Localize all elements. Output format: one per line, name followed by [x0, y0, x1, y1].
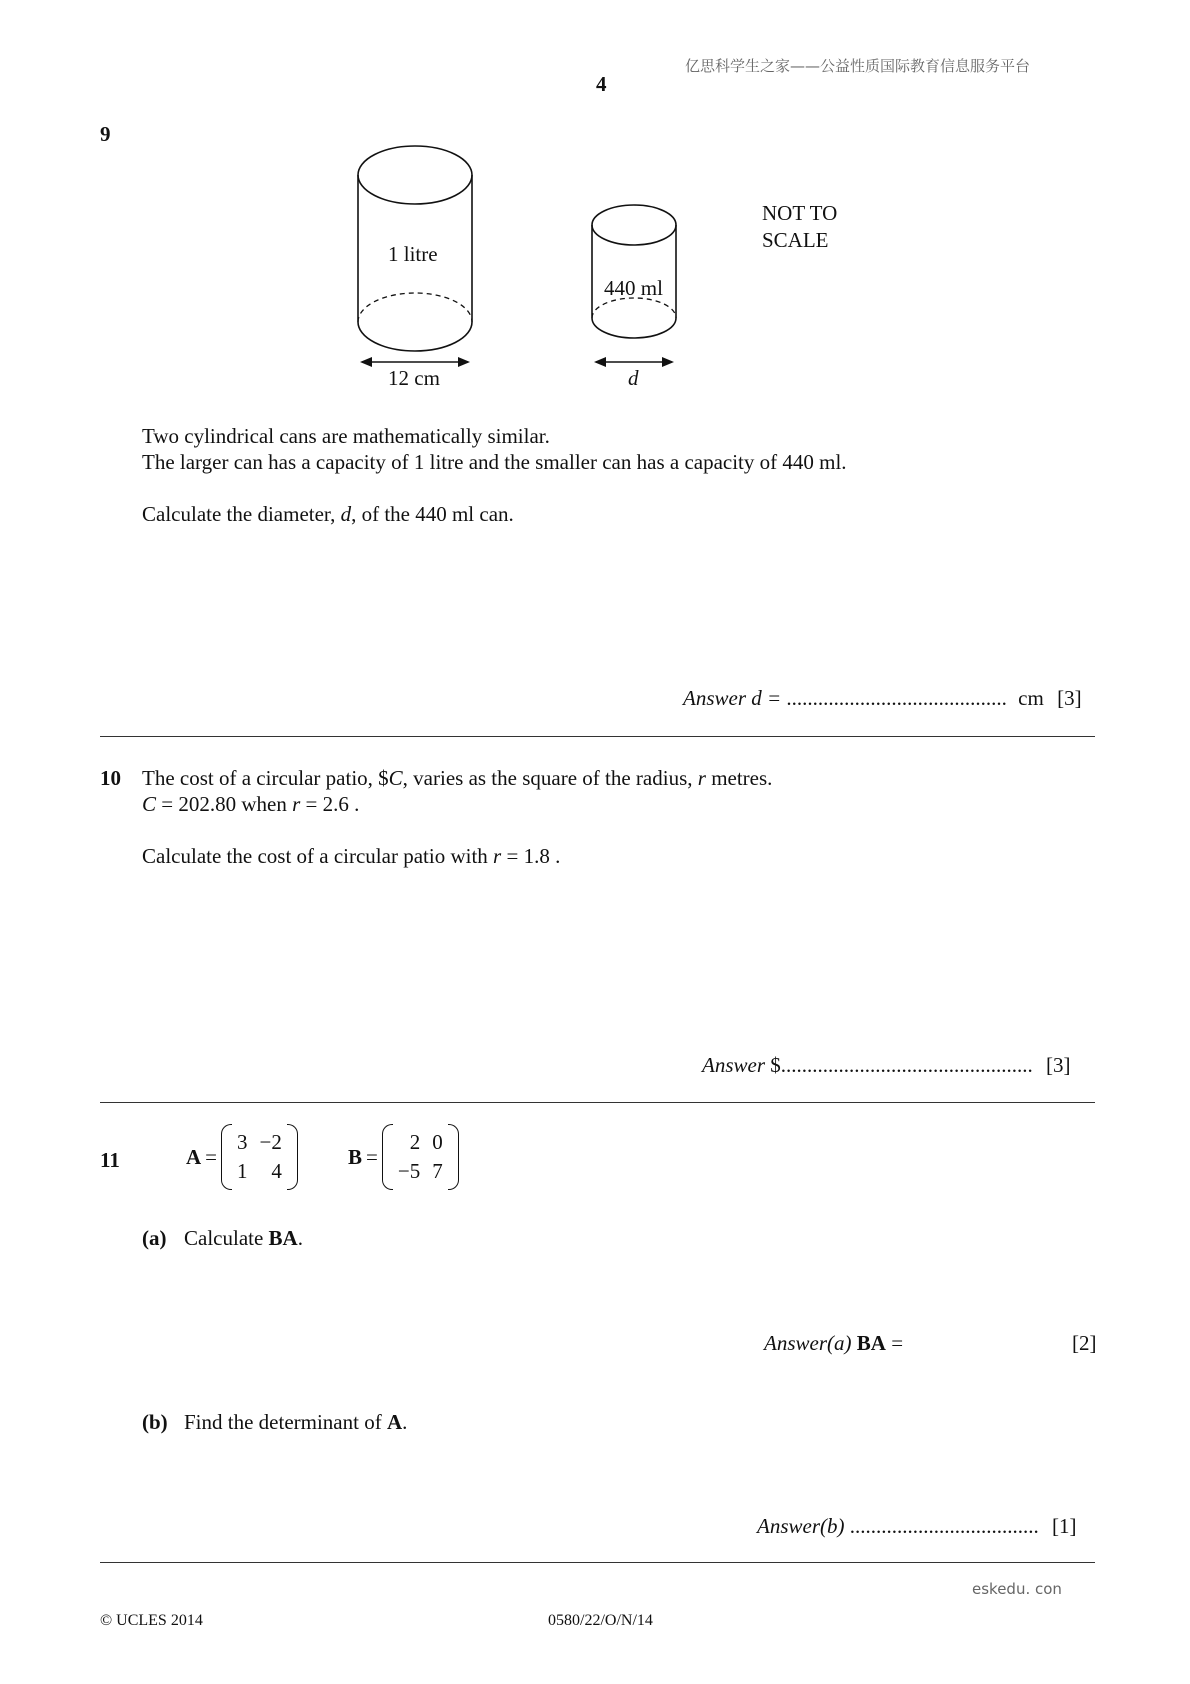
large-can-capacity-label: 1 litre — [388, 242, 438, 266]
q11b-marks: [1] — [1052, 1514, 1077, 1538]
small-can-diameter-label: d — [628, 366, 639, 390]
matrix-a-name: A — [186, 1144, 202, 1169]
q10-instruction: Calculate the cost of a circular patio with r = 1.8 . — [142, 844, 561, 868]
question-number-11: 11 — [100, 1148, 120, 1172]
matrix-b-name: B — [348, 1144, 363, 1169]
paper-code: 0580/22/O/N/14 — [548, 1612, 653, 1629]
q11-part-a-label: (a) — [142, 1226, 167, 1250]
matrix-b-definition: B = 2 0 −5 7 — [348, 1128, 459, 1186]
not-to-scale-line1: NOT TO — [762, 201, 838, 225]
matrix-b-cell: −5 — [397, 1159, 421, 1183]
q10-answer-blank[interactable]: ................................................ — [780, 1053, 1033, 1077]
q9-answer-blank[interactable]: .......................................... — [786, 686, 1007, 710]
q10-marks: [3] — [1046, 1053, 1071, 1077]
matrix-a — [221, 1128, 298, 1186]
q9-answer-label: Answer d = — [683, 686, 782, 710]
q11a-answer-line — [764, 1331, 903, 1356]
q11b-answer-blank[interactable]: .................................... — [849, 1514, 1039, 1538]
q11b-answer-label: Answer(b) — [757, 1514, 845, 1538]
q10-text-line1: The cost of a circular patio, $C, varies as the square of the radius, r metres. — [142, 766, 773, 790]
q11-part-b: (b) Find the determinant of A. — [142, 1410, 408, 1434]
matrix-a-cell: 1 — [237, 1159, 248, 1183]
question-number-10: 10 — [100, 766, 121, 790]
page-number: 4 — [596, 72, 607, 96]
q9-answer-unit: cm — [1018, 686, 1044, 710]
watermark-bottom: eskedu. con — [972, 1580, 1062, 1598]
q11a-answer-matrix-name: BA — [856, 1331, 886, 1355]
divider-3 — [100, 1562, 1095, 1563]
matrix-b-cell: 7 — [432, 1159, 443, 1183]
matrix-a-cell: −2 — [259, 1130, 282, 1154]
q10-answer-line — [702, 1053, 1071, 1078]
matrix-a-cell: 3 — [237, 1130, 248, 1154]
q11-part-a: (a) Calculate BA. — [142, 1226, 303, 1250]
q10-text-line2: C = 202.80 when r = 2.6 . — [142, 792, 360, 816]
question-number-9: 9 — [100, 122, 111, 146]
small-cylinder — [592, 205, 676, 338]
matrix-a-definition: A = 3 −2 1 4 — [186, 1128, 298, 1186]
q11a-answer-label: Answer(a) — [764, 1331, 852, 1355]
q9-instruction: Calculate the diameter, d, of the 440 ml can. — [142, 502, 514, 526]
matrix-a-cell: 4 — [271, 1159, 282, 1183]
q10-answer-label: Answer — [702, 1053, 765, 1077]
q11b-answer-line — [757, 1514, 1077, 1539]
q9-text-line2: The larger can has a capacity of 1 litre and the smaller can has a capacity of 440 ml. — [142, 450, 847, 474]
divider-2 — [100, 1102, 1095, 1103]
q9-answer-line — [683, 686, 1082, 711]
q11-part-b-label: (b) — [142, 1410, 168, 1434]
divider-1 — [100, 736, 1095, 737]
watermark-top: 亿思科学生之家——公益性质国际教育信息服务平台 — [685, 57, 1031, 75]
not-to-scale-line2: SCALE — [762, 228, 829, 252]
q11a-answer-equals: = — [891, 1331, 904, 1355]
q11a-marks: [2] — [1072, 1331, 1097, 1355]
matrix-b-cell: 0 — [432, 1130, 443, 1154]
q9-text-line1: Two cylindrical cans are mathematically similar. — [142, 424, 550, 448]
copyright: © UCLES 2014 — [100, 1612, 203, 1629]
matrix-b-cell: 2 — [409, 1130, 421, 1154]
q10-answer-currency: $ — [770, 1053, 781, 1077]
large-can-diameter-label: 12 cm — [388, 366, 440, 390]
small-can-capacity-label: 440 ml — [604, 276, 663, 300]
q9-marks: [3] — [1057, 686, 1082, 710]
matrix-b — [382, 1128, 459, 1186]
